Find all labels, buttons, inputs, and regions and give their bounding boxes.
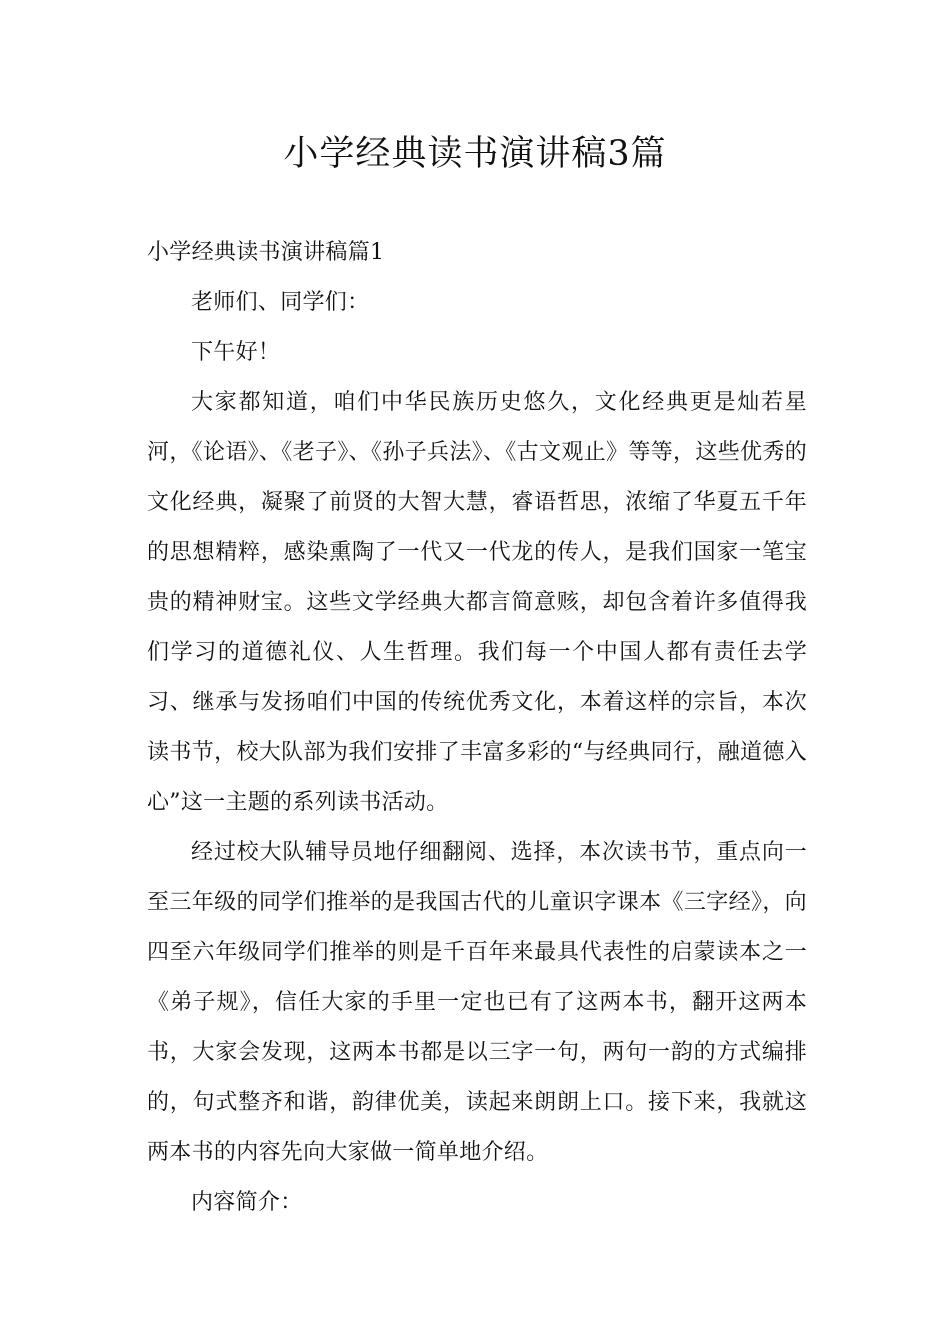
- greeting-paragraph: 老师们、同学们：: [191, 290, 370, 315]
- section-heading: 小学经典读书演讲稿篇1: [147, 240, 385, 265]
- salutation-paragraph: 下午好！: [191, 340, 281, 365]
- body-paragraph: 经过校大队辅导员地仔细翻阅、选择，本次读书节，重点向一至三年级的同学们推举的是我国古代的儿童识字课本《三字经》，向四至六年级同学们推举的则是千百年来最具代表性的启蒙读本之一《弟子规》，信任大家的手里一定也已有了这两本书，翻开这两本书，大家会发现，这两本书都是以三字一句，两句一韵的方式编排的，句式整齐和谐，韵律优美，读起来朗朗上口。接下来，我就这两本书的内容先向大家做一简单地介绍。: [147, 840, 807, 1165]
- body-paragraph: 大家都知道，咱们中华民族历史悠久，文化经典更是灿若星河，《论语》、《老子》、《孙子兵法》、《古文观止》等等，这些优秀的文化经典，凝聚了前贤的大智大慧，睿语哲思，浓缩了华夏五千年的思想精粹，感染熏陶了一代又一代龙的传人，是我们国家一笔宝贵的精神财宝。这些文学经典大都言简意赅，却包含着许多值得我们学习的道德礼仪、人生哲理。我们每一个中国人都有责任去学习、继承与发扬咱们中国的传统优秀文化，本着这样的宗旨，本次读书节，校大队部为我们安排了丰富多彩的“与经典同行，融道德入心”这一主题的系列读书活动。: [147, 390, 807, 815]
- document-body: [147, 228, 807, 1228]
- subheading-paragraph: 内容简介：: [191, 1190, 303, 1215]
- document-title: 小学经典读书演讲稿3篇: [283, 134, 667, 174]
